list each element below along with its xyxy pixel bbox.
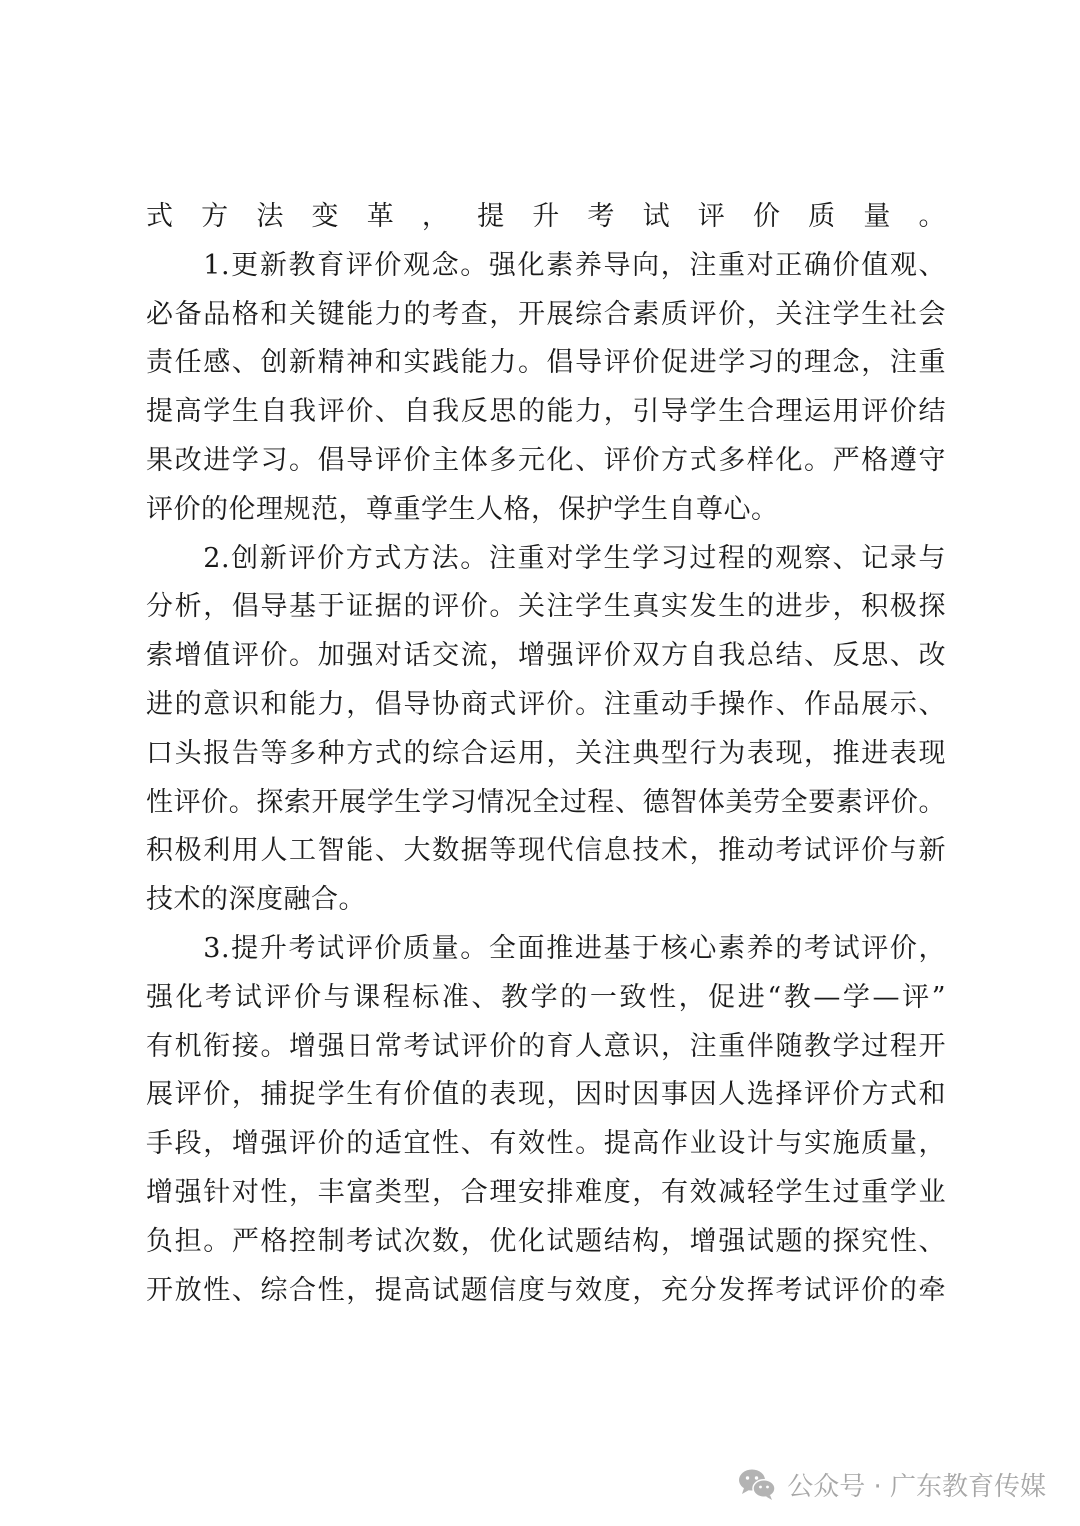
wechat-icon	[737, 1467, 777, 1501]
watermark-text: 公众号 · 广东教育传媒	[787, 1471, 1046, 1502]
text-line: 进的意识和能力，倡导协商式评价。注重动手操作、作品展示、	[146, 688, 946, 720]
text-line: 评价的伦理规范，尊重学生人格，保护学生自尊心。	[146, 493, 779, 525]
text-line: 开放性、综合性，提高试题信度与效度，充分发挥考试评价的牵	[146, 1274, 946, 1306]
text-line: 分析，倡导基于证据的评价。关注学生真实发生的进步，积极探	[146, 591, 946, 623]
text-line: 手段，增强评价的适宜性、有效性。提高作业设计与实施质量，	[146, 1128, 946, 1160]
text-line: 增强针对性，丰富类型，合理安排难度，有效减轻学生过重学业	[146, 1176, 946, 1208]
watermark	[737, 1460, 1046, 1508]
text-line: 提高学生自我评价、自我反思的能力，引导学生合理运用评价结	[146, 396, 946, 428]
text-line: 索增值评价。加强对话交流，增强评价双方自我总结、反思、改	[146, 640, 946, 672]
text-line: 有机衔接。增强日常考试评价的育人意识，注重伴随教学过程开	[146, 1030, 946, 1062]
text-line: 3.提升考试评价质量。全面推进基于核心素养的考试评价，	[146, 932, 946, 964]
document-body	[146, 193, 946, 1315]
text-line: 责任感、创新精神和实践能力。倡导评价促进学习的理念，注重	[146, 347, 946, 379]
text-line: 2.创新评价方式方法。注重对学生学习过程的观察、记录与	[146, 542, 946, 574]
text-line: 技术的深度融合。	[146, 884, 366, 916]
text-line: 负担。严格控制考试次数，优化试题结构，增强试题的探究性、	[146, 1225, 946, 1257]
text-line: 果改进学习。倡导评价主体多元化、评价方式多样化。严格遵守	[146, 444, 946, 476]
text-line: 性评价。探索开展学生学习情况全过程、德智体美劳全要素评价。	[146, 786, 946, 818]
text-line: 口头报告等多种方式的综合运用，关注典型行为表现，推进表现	[146, 737, 946, 769]
text-line: 展评价，捕捉学生有价值的表现，因时因事因人选择评价方式和	[146, 1079, 946, 1111]
text-line: 强化考试评价与课程标准、教学的一致性，促进“教—学—评”	[146, 981, 946, 1013]
text-line: 积极利用人工智能、大数据等现代信息技术，推动考试评价与新	[146, 835, 946, 867]
text-line: 1.更新教育评价观念。强化素养导向，注重对正确价值观、	[146, 249, 946, 281]
text-line: 必备品格和关键能力的考查，开展综合素质评价，关注学生社会	[146, 298, 946, 330]
text-line: 式方法变革，提升考试评价质量。	[146, 201, 946, 232]
